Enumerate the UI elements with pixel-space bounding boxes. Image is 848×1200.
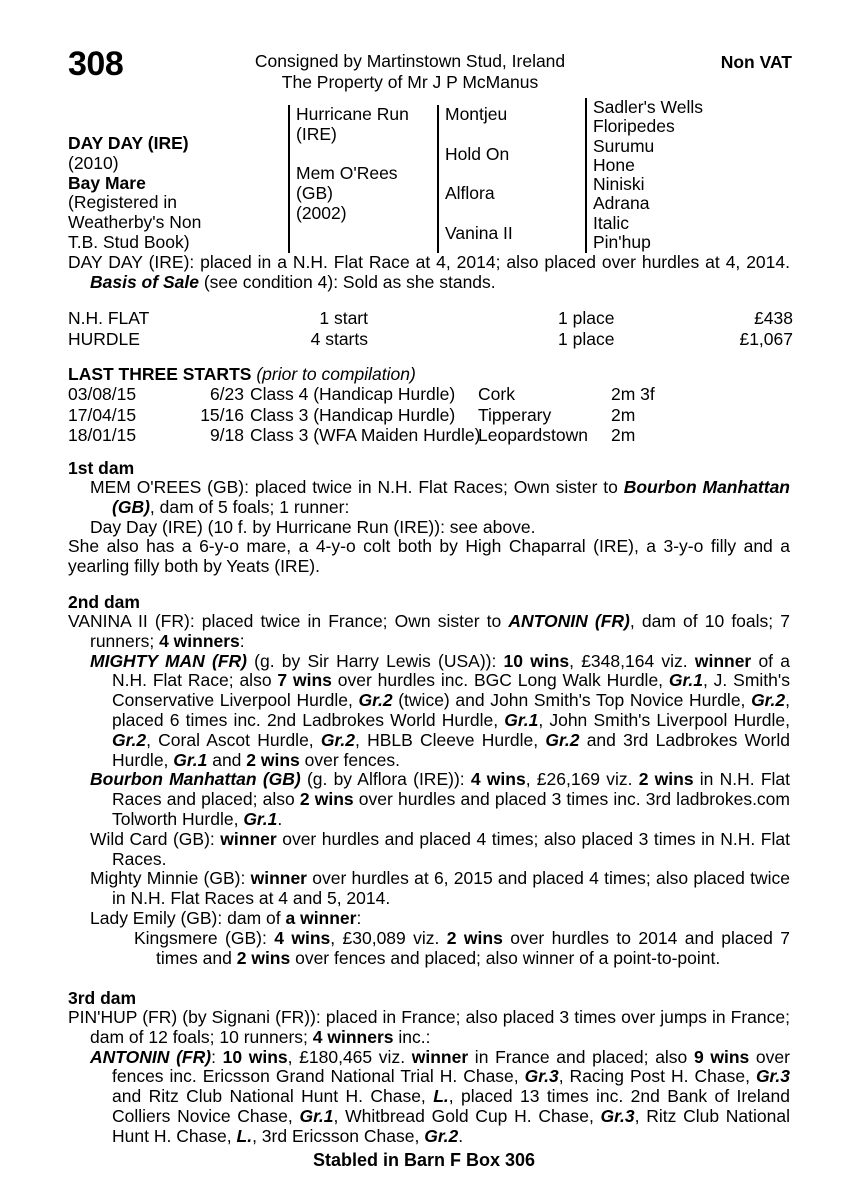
- an-t8: , Whitbread Gold Cup H. Chase,: [333, 1105, 601, 1126]
- start-position: 15/16: [200, 404, 244, 425]
- an-grade-6: L.: [236, 1125, 253, 1146]
- antonin-name: ANTONIN (FR): [90, 1046, 212, 1067]
- pedigree-parents-column: [288, 105, 433, 253]
- kingsmere-entry: [90, 929, 790, 969]
- great-grandparent-3: Surumu: [593, 135, 655, 156]
- mm-grade-4: Gr.1: [504, 709, 539, 730]
- wc-b1: winner: [220, 828, 277, 849]
- first-dam-heading: 1st dam: [68, 458, 135, 478]
- table-row: [68, 308, 793, 329]
- subject-summary: [68, 253, 790, 293]
- subject-year: (2010): [68, 152, 119, 173]
- an-t9: , Ritz Club National Hunt H. Chase,: [112, 1105, 790, 1146]
- mm-t8: , John Smith's Liverpool Hurdle,: [538, 709, 790, 730]
- last-three-starts-table: [68, 384, 793, 446]
- third-dam-t1: PIN'HUP (FR) (by Signani (FR)): placed in France; also placed 3 times over jumps in France; dam of 12 foals; 10 runners;: [68, 1007, 790, 1047]
- pedigree-table: [0, 98, 848, 253]
- mm-b12: 2 wins: [246, 749, 300, 770]
- start-date: 18/01/15: [68, 425, 137, 445]
- bm-t3: in N.H. Flat Races and placed; also: [112, 769, 790, 810]
- an-t10: , 3rd Ericsson Chase,: [252, 1125, 425, 1146]
- pedigree-subject: [68, 134, 283, 253]
- an-t11: .: [458, 1125, 464, 1146]
- ks-t2: , £30,089 viz.: [330, 927, 447, 948]
- pedigree-spacer: [296, 145, 433, 165]
- second-dam-t3: :: [239, 630, 245, 651]
- start-venue: Tipperary: [478, 404, 552, 425]
- an-t7: , placed 13 times inc. 2nd Bank of Ireland Colliers Novice Chase,: [112, 1086, 790, 1126]
- an-t5: , Racing Post H. Chase,: [558, 1066, 756, 1087]
- mm-grade-5: Gr.2: [112, 729, 147, 750]
- first-dam-offspring: Day Day (IRE) (10 f. by Hurricane Run (IRE)): see above.: [90, 516, 536, 537]
- subject-note-line-2: Weatherby's Non: [68, 212, 202, 233]
- dam-year: (2002): [296, 202, 347, 223]
- subject-summary-text: [68, 253, 790, 293]
- an-grade-2: Gr.3: [755, 1066, 790, 1087]
- bourbon-manhattan-entry: [68, 770, 790, 829]
- an-t6: and Ritz Club National Hunt H. Chase,: [112, 1086, 434, 1107]
- ks-t3: over hurdles to 2014 and placed 7 times and: [156, 927, 790, 968]
- second-dam-t2: , dam of 10 foals; 7 runners;: [90, 611, 790, 651]
- second-dam-winners: 4 winners: [159, 630, 240, 651]
- start-distance: 2m 3f: [611, 384, 655, 404]
- dam-origin: (GB): [296, 183, 333, 204]
- ks-t1: Kingsmere (GB):: [134, 927, 275, 948]
- mm-t1: (g. by Sir Harry Lewis (USA)):: [246, 650, 504, 671]
- grandparent-4: Vanina II: [445, 222, 513, 243]
- great-grandparent-2: Floripedes: [593, 116, 675, 137]
- second-dam-t1: VANINA II (FR): placed twice in France; Own sister to: [68, 611, 509, 631]
- an-t3: in France and placed; also: [468, 1046, 694, 1067]
- lot-number: 308: [68, 45, 124, 83]
- great-grandparent-1: Sadler's Wells: [593, 97, 703, 117]
- le-t2: :: [356, 907, 362, 928]
- first-dam-t1: MEM O'REES (GB): placed twice in N.H. Flat Races; Own sister to: [90, 477, 624, 497]
- table-row: [68, 425, 793, 446]
- an-grade-4: Gr.1: [299, 1105, 334, 1126]
- start-race: Class 3 (Handicap Hurdle): [250, 404, 456, 425]
- le-t1: Lady Emily (GB): dam of: [90, 907, 286, 928]
- mm-grade-7: Gr.2: [545, 729, 580, 750]
- first-dam-paragraph: [68, 478, 790, 518]
- record-earnings: £1,067: [739, 329, 793, 349]
- property-of: The Property of Mr J P McManus: [281, 72, 539, 92]
- an-b1: 10 wins: [222, 1046, 288, 1067]
- pedigree-spacer: [445, 164, 582, 184]
- an-t1: :: [211, 1046, 223, 1067]
- mm-t6: (twice) and John Smith's Top Novice Hurdle,: [392, 690, 752, 711]
- record-places: 1 place: [558, 329, 615, 349]
- wc-t2: over hurdles and placed 4 times; also placed 3 times in N.H. Flat Races.: [112, 828, 790, 869]
- great-grandparent-4: Hone: [593, 154, 635, 175]
- an-grade-5: Gr.3: [600, 1105, 635, 1126]
- mn-t1: Mighty Minnie (GB):: [90, 868, 251, 889]
- table-row: [68, 405, 793, 426]
- summary-line-1: DAY DAY (IRE): placed in a N.H. Flat Race at 4, 2014; also placed over hurdles at: [68, 252, 720, 272]
- mm-t11: and 3rd Ladbrokes World Hurdle,: [112, 729, 790, 770]
- last-three-starts-heading: [68, 364, 416, 385]
- third-dam-heading: 3rd dam: [68, 988, 137, 1008]
- mighty-man-name: MIGHTY MAN (FR): [90, 650, 247, 671]
- start-venue: Cork: [478, 384, 515, 404]
- bm-b2: 2 wins: [638, 769, 694, 790]
- record-type: HURDLE: [68, 329, 140, 349]
- subject-note-line-3: T.B. Stud Book): [68, 231, 190, 252]
- subject-note-line-1: (Registered in: [68, 192, 177, 213]
- first-dam-block: [68, 478, 790, 577]
- mm-t5: , J. Smith's Conservative Liverpool Hurdle,: [112, 670, 790, 711]
- wc-t1: Wild Card (GB):: [90, 828, 221, 849]
- pedigree-spacer: [445, 204, 582, 224]
- third-dam-paragraph: [68, 1008, 790, 1048]
- an-grade-7: Gr.2: [424, 1125, 459, 1146]
- mm-t3: of a N.H. Flat Race; also: [112, 650, 790, 691]
- wild-card-entry: [68, 830, 790, 870]
- bourbon-manhattan-ref: Bourbon Manhattan (GB): [112, 477, 790, 517]
- great-grandparent-6: Adrana: [593, 193, 650, 214]
- ks-t4: over fences and placed; also winner of a point-to-point.: [290, 947, 721, 968]
- mighty-minnie-entry: [68, 869, 790, 909]
- ks-b3: 2 wins: [236, 947, 291, 968]
- summary-line-2a: 4, 2014.: [725, 252, 790, 272]
- subject-colour-sex: Bay Mare: [68, 172, 146, 193]
- record-type: N.H. FLAT: [68, 308, 150, 328]
- first-dam-t2: , dam of 5 foals; 1 runner:: [149, 496, 350, 517]
- mm-b1: 10 wins: [503, 650, 570, 671]
- an-b3: 9 wins: [693, 1046, 750, 1067]
- mm-grade-8: Gr.1: [173, 749, 208, 770]
- mm-t9: , Coral Ascot Hurdle,: [146, 729, 321, 750]
- dam-name: Mem O'Rees: [296, 163, 398, 184]
- record-places: 1 place: [558, 308, 615, 328]
- bm-grade-1: Gr.1: [243, 808, 278, 829]
- subject-name: DAY DAY (IRE): [68, 133, 189, 153]
- second-dam-block: [68, 612, 790, 968]
- summary-line-2b: (see condition 4): Sold as she stands.: [198, 271, 496, 292]
- start-race: Class 4 (Handicap Hurdle): [250, 384, 456, 404]
- start-position: 9/18: [209, 425, 244, 445]
- record-starts: 4 starts: [310, 329, 368, 349]
- start-distance: 2m: [611, 404, 636, 425]
- third-dam-t2: inc.:: [393, 1026, 431, 1047]
- pedigree-great-grandparents-column: [585, 98, 815, 253]
- mm-b2: winner: [694, 650, 752, 671]
- mm-t13: over fences.: [299, 749, 400, 770]
- sire-name: Hurricane Run: [296, 104, 409, 124]
- mm-b3: 7 wins: [277, 670, 332, 691]
- table-row: [68, 384, 793, 405]
- record-earnings: £438: [754, 308, 793, 328]
- third-dam-block: [68, 1008, 790, 1147]
- start-venue: Leopardstown: [478, 425, 588, 445]
- consigned-by: Consigned by Martinstown Stud, Ireland: [254, 51, 566, 71]
- last-three-starts-subtitle: (prior to compilation): [256, 364, 416, 384]
- great-grandparent-5: Niniski: [593, 174, 645, 195]
- bm-t1: (g. by Alflora (IRE)):: [300, 769, 471, 790]
- page-header: [0, 44, 848, 100]
- pedigree-grandparents-column: [437, 105, 582, 253]
- mm-t7: , placed 6 times inc. 2nd Ladbrokes World Hurdle,: [112, 690, 790, 730]
- start-date: 03/08/15: [68, 384, 137, 404]
- an-t4: over fences inc. Ericsson Grand National Trial H. Chase,: [112, 1046, 790, 1087]
- stabling-footer: Stabled in Barn F Box 306: [312, 1150, 536, 1170]
- grandparent-1: Montjeu: [445, 104, 508, 124]
- le-b1: a winner: [285, 907, 357, 928]
- second-dam-paragraph: [68, 612, 790, 652]
- bm-t5: .: [277, 808, 283, 829]
- mm-t12: and: [207, 749, 247, 770]
- mm-t4: over hurdles inc. BGC Long Walk Hurdle,: [331, 670, 669, 691]
- an-grade-3: L.: [433, 1086, 449, 1107]
- great-grandparent-8: Pin'hup: [593, 232, 651, 253]
- table-row: [68, 329, 793, 350]
- third-dam-winners: 4 winners: [312, 1026, 394, 1047]
- last-three-starts-title: LAST THREE STARTS: [68, 364, 252, 384]
- vat-status-badge: Non VAT: [720, 52, 792, 72]
- lady-emily-entry: [68, 909, 790, 929]
- consignor-block: [150, 51, 670, 93]
- basis-of-sale-label: Basis of Sale: [90, 271, 199, 292]
- antonin-ref: ANTONIN (FR): [508, 611, 630, 631]
- bm-b1: 4 wins: [470, 769, 526, 790]
- bm-b3: 2 wins: [299, 789, 354, 810]
- ks-b1: 4 wins: [274, 927, 331, 948]
- ks-b2: 2 wins: [446, 927, 503, 948]
- great-grandparent-7: Italic: [593, 212, 629, 233]
- bourbon-name: Bourbon Manhattan (GB): [90, 769, 301, 790]
- an-grade-1: Gr.3: [524, 1066, 559, 1087]
- an-b2: winner: [411, 1046, 469, 1067]
- start-date: 17/04/15: [68, 404, 137, 425]
- grandparent-3: Alflora: [445, 183, 495, 204]
- mn-b1: winner: [250, 868, 307, 889]
- mn-t2: over hurdles at 6, 2015 and placed 4 times; also placed twice in N.H. Flat Races at 4 and 5, 2014.: [112, 868, 791, 909]
- start-distance: 2m: [611, 425, 636, 445]
- start-position: 6/23: [209, 384, 244, 404]
- bm-t2: , £26,169 viz.: [525, 769, 639, 790]
- mm-t10: , HBLB Cleeve Hurdle,: [354, 729, 546, 750]
- mm-grade-6: Gr.2: [320, 729, 355, 750]
- mm-grade-2: Gr.2: [358, 690, 393, 711]
- grandparent-2: Hold On: [445, 143, 510, 164]
- second-dam-heading: 2nd dam: [68, 592, 140, 612]
- an-t2: , £180,465 viz.: [287, 1046, 412, 1067]
- record-starts: 1 start: [319, 308, 368, 328]
- pedigree-spacer: [445, 125, 582, 145]
- sire-origin: (IRE): [296, 123, 337, 144]
- antonin-entry: [68, 1048, 790, 1147]
- mm-t2: , £348,164 viz.: [569, 650, 695, 671]
- bm-t4: over hurdles and placed 3 times inc. 3rd ladbrokes.com Tolworth Hurdle,: [112, 789, 790, 829]
- mighty-man-entry: [68, 652, 790, 771]
- mm-grade-1: Gr.1: [668, 670, 703, 691]
- race-record-table: [68, 308, 793, 350]
- mm-grade-3: Gr.2: [751, 690, 786, 711]
- first-dam-extra: She also has a 6-y-o mare, a 4-y-o colt both by High Chaparral (IRE), a 3-y-o filly and a yearling filly both by Yeats (IRE).: [68, 536, 790, 577]
- start-race: Class 3 (WFA Maiden Hurdle): [250, 425, 481, 445]
